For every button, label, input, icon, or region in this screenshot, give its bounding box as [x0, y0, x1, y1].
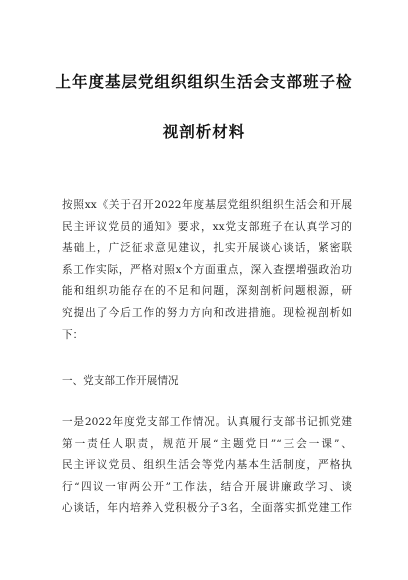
paragraph-line: 能和组织功能存在的不足和问题，深刻剖析问题根源，研: [62, 285, 352, 298]
paragraph-line: 民主评议党员、组织生活会等党内基本生活制度，严格执: [62, 459, 352, 472]
paragraph-line: 下：: [62, 328, 84, 341]
paragraph-line: 民主评议党员的通知》要求，xx党支部班子在认真学习的: [62, 220, 352, 233]
paragraph-line: 究提出了今后工作的努力方向和改进措施。现检视剖析如: [62, 306, 352, 319]
paragraph-line: 一是2022年度党支部工作情况。认真履行支部书记抓党建: [62, 416, 352, 428]
intro-paragraph: [62, 195, 352, 346]
paragraph-line: 心谈话，年内培养入党积极分子3名，全面落实抓党建工作: [62, 502, 352, 515]
document-title-line-1: 上年度基层党组织组织生活会支部班子检: [55, 73, 353, 91]
document-title-line-2: 视剖析材料: [162, 123, 246, 141]
paragraph-line: 按照xx《关于召开2022年度基层党组织组织生活会和开展: [62, 199, 352, 211]
paragraph-line: 系工作实际，严格对照x个方面重点，深入查摆增强政治功: [62, 263, 352, 276]
section-paragraph: [62, 412, 352, 520]
paragraph-line: 基础上，广泛征求意见建议，扎实开展谈心谈话，紧密联: [62, 242, 352, 255]
section-heading: 一、党支部工作开展情况: [62, 375, 179, 387]
paragraph-line: 行“四议一审两公开”工作法，结合开展讲廉政学习、谈: [62, 480, 352, 493]
paragraph-line: 第一责任人职责，规范开展“主题党日”“三会一课”、: [62, 437, 352, 450]
